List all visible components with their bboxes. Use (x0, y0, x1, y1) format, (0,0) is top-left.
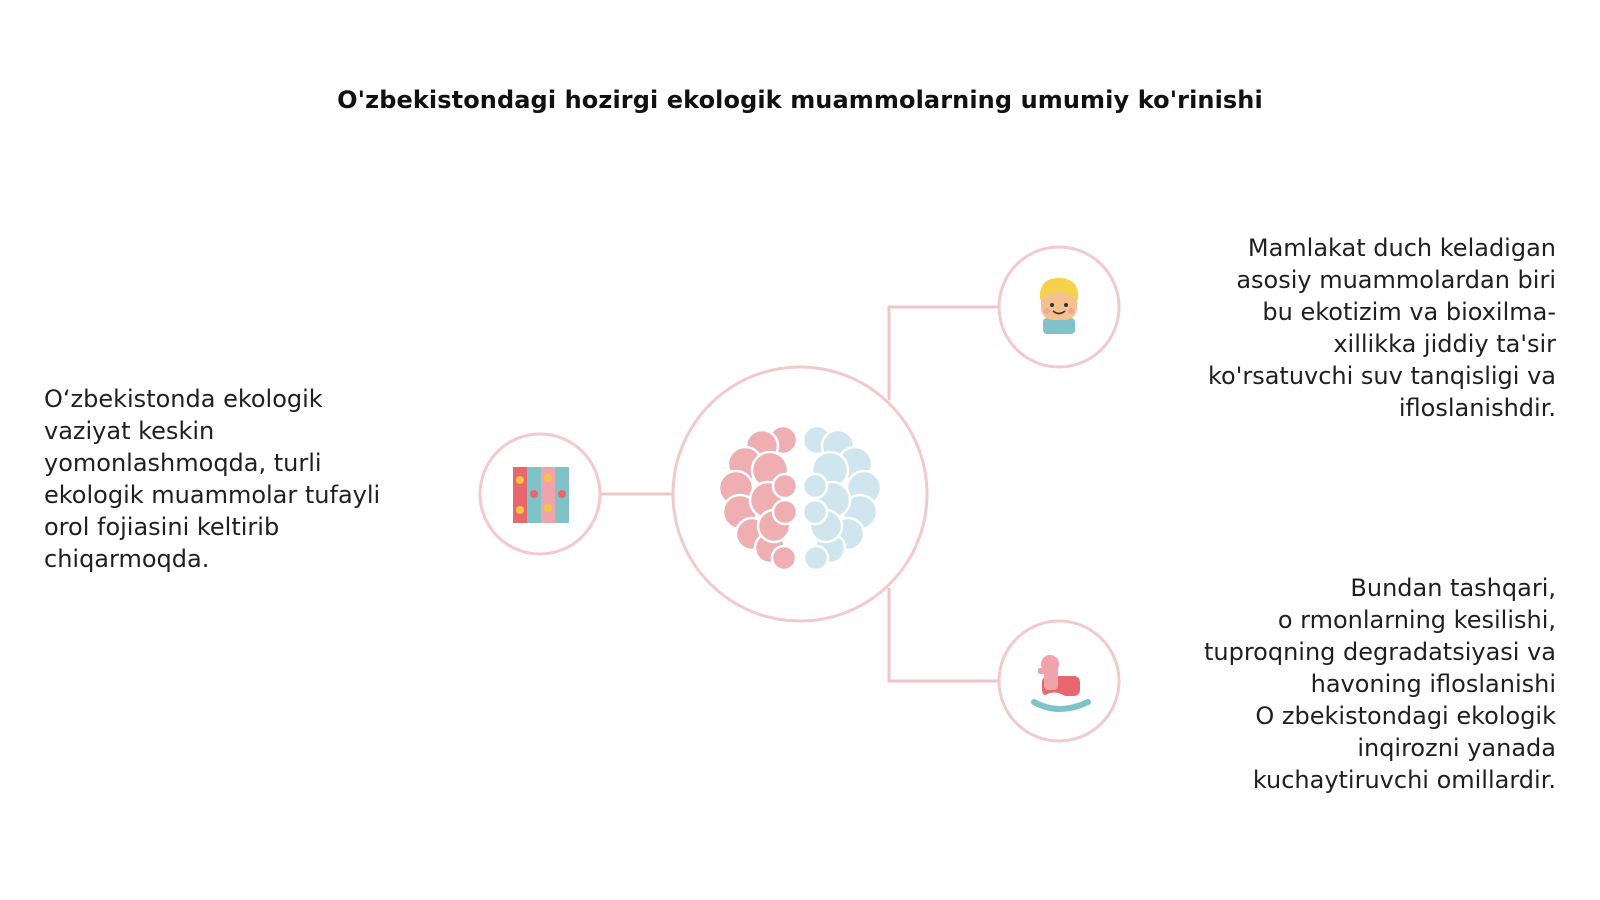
brain-icon (719, 425, 881, 570)
left-description: O‘zbekistonda ekologik vaziyat keskin yomonlashmoqda, turli ekologik muammolar tufayli orol fojiasini keltirib chiqarmoqda. (44, 385, 381, 573)
bottom-right-node (999, 621, 1119, 741)
connector-top-right (889, 307, 998, 400)
connector-bottom-right (889, 588, 998, 681)
person-icon (1040, 278, 1078, 334)
left-node (480, 434, 600, 554)
bottom-right-description: Bundan tashqari, o rmonlarning kesilishi, tuproqning degradatsiyasi va havoning ifloslanishi O zbekistondagi ekologik inqirozni yanada kuchaytiruvchi omillardir. (1203, 574, 1556, 794)
center-node (673, 367, 927, 621)
top-right-description: Mamlakat duch keladigan asosiy muammolardan biri bu ekotizim va bioxilma- xillikka jiddiy ta'sir ko'rsatuvchi suv tanqisligi va ifloslanishdir. (1208, 234, 1556, 422)
top-right-node (999, 247, 1119, 367)
page-title: O'zbekistondagi hozirgi ekologik muammolarning umumiy ko'rinishi (337, 86, 1263, 114)
puzzle-icon (513, 467, 569, 523)
